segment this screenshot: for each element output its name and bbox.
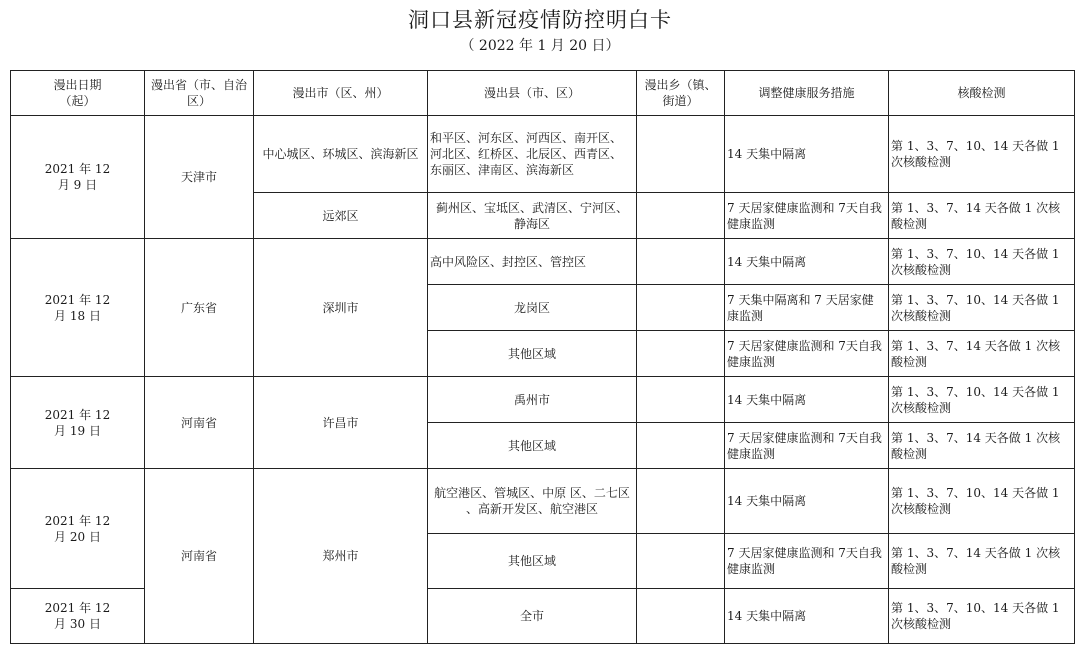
date-cell: 2021 年 12 月 9 日 xyxy=(11,116,145,239)
header-date: 漫出日期 （起） xyxy=(11,71,145,116)
measure-cell: 7 天集中隔离和 7 天居家健 康监测 xyxy=(725,285,889,331)
county-cell: 其他区域 xyxy=(428,423,637,469)
county-cell: 其他区域 xyxy=(428,534,637,589)
province-cell: 河南省 xyxy=(145,377,254,469)
county-cell: 其他区域 xyxy=(428,331,637,377)
nucleic-test-cell: 第 1、3、7、14 天各做 1 次核 酸检测 xyxy=(889,423,1075,469)
province-cell: 广东省 xyxy=(145,239,254,377)
town-cell xyxy=(637,331,725,377)
city-cell: 中心城区、环城区、滨海新区 xyxy=(254,116,428,193)
province-cell: 天津市 xyxy=(145,116,254,239)
town-cell xyxy=(637,193,725,239)
city-cell: 郑州市 xyxy=(254,469,428,644)
measure-cell: 14 天集中隔离 xyxy=(725,589,889,644)
nucleic-test-cell: 第 1、3、7、10、14 天各做 1 次核酸检测 xyxy=(889,116,1075,193)
city-cell: 许昌市 xyxy=(254,377,428,469)
header-nucleic-test: 核酸检测 xyxy=(889,71,1075,116)
town-cell xyxy=(637,116,725,193)
measure-cell: 14 天集中隔离 xyxy=(725,469,889,534)
date-cell: 2021 年 12 月 18 日 xyxy=(11,239,145,377)
table-row xyxy=(11,377,1075,423)
county-cell: 高中风险区、封控区、管控区 xyxy=(428,239,637,285)
city-cell: 深圳市 xyxy=(254,239,428,377)
town-cell xyxy=(637,469,725,534)
nucleic-test-cell: 第 1、3、7、10、14 天各做 1 次核酸检测 xyxy=(889,589,1075,644)
date-cell: 2021 年 12 月 30 日 xyxy=(11,589,145,644)
county-cell: 航空港区、管城区、中原 区、二七区 、高新开发区、航空港区 xyxy=(428,469,637,534)
table-row xyxy=(11,116,1075,193)
county-cell: 全市 xyxy=(428,589,637,644)
nucleic-test-cell: 第 1、3、7、10、14 天各做 1 次核酸检测 xyxy=(889,285,1075,331)
nucleic-test-cell: 第 1、3、7、14 天各做 1 次核 酸检测 xyxy=(889,331,1075,377)
nucleic-test-cell: 第 1、3、7、10、14 天各做 1 次核酸检测 xyxy=(889,239,1075,285)
city-cell: 远郊区 xyxy=(254,193,428,239)
measure-cell: 14 天集中隔离 xyxy=(725,239,889,285)
page-date: （ 2022 年 1 月 20 日） xyxy=(460,38,620,54)
county-cell: 蓟州区、宝坻区、武清区、宁河区、 静海区 xyxy=(428,193,637,239)
measure-cell: 7 天居家健康监测和 7天自我 健康监测 xyxy=(725,331,889,377)
town-cell xyxy=(637,423,725,469)
measure-cell: 14 天集中隔离 xyxy=(725,116,889,193)
measure-cell: 7 天居家健康监测和 7天自我 健康监测 xyxy=(725,534,889,589)
measure-cell: 14 天集中隔离 xyxy=(725,377,889,423)
date-cell: 2021 年 12 月 20 日 xyxy=(11,469,145,589)
town-cell xyxy=(637,377,725,423)
header-province: 漫出省（市、自治 区） xyxy=(145,71,254,116)
nucleic-test-cell: 第 1、3、7、10、14 天各做 1 次核酸检测 xyxy=(889,469,1075,534)
header-county: 漫出县（市、区） xyxy=(428,71,637,116)
nucleic-test-cell: 第 1、3、7、14 天各做 1 次核 酸检测 xyxy=(889,534,1075,589)
province-cell: 河南省 xyxy=(145,469,254,644)
header-measure: 调整健康服务措施 xyxy=(725,71,889,116)
measure-cell: 7 天居家健康监测和 7天自我 健康监测 xyxy=(725,423,889,469)
page-title: 洞口县新冠疫情防控明白卡 xyxy=(408,8,672,32)
town-cell xyxy=(637,534,725,589)
header-town: 漫出乡（镇、 街道） xyxy=(637,71,725,116)
town-cell xyxy=(637,285,725,331)
table-row xyxy=(11,469,1075,534)
town-cell xyxy=(637,239,725,285)
nucleic-test-cell: 第 1、3、7、14 天各做 1 次核 酸检测 xyxy=(889,193,1075,239)
nucleic-test-cell: 第 1、3、7、10、14 天各做 1 次核酸检测 xyxy=(889,377,1075,423)
table-row xyxy=(11,239,1075,285)
table-header-row xyxy=(11,71,1075,116)
header-city: 漫出市（区、州） xyxy=(254,71,428,116)
county-cell: 龙岗区 xyxy=(428,285,637,331)
date-cell: 2021 年 12 月 19 日 xyxy=(11,377,145,469)
measure-cell: 7 天居家健康监测和 7天自我 健康监测 xyxy=(725,193,889,239)
county-cell: 和平区、河东区、河西区、南开区、 河北区、红桥区、北辰区、西青区、 东丽区、津南区、滨海新区 xyxy=(428,116,637,193)
town-cell xyxy=(637,589,725,644)
epidemic-control-table xyxy=(10,70,1075,644)
county-cell: 禹州市 xyxy=(428,377,637,423)
